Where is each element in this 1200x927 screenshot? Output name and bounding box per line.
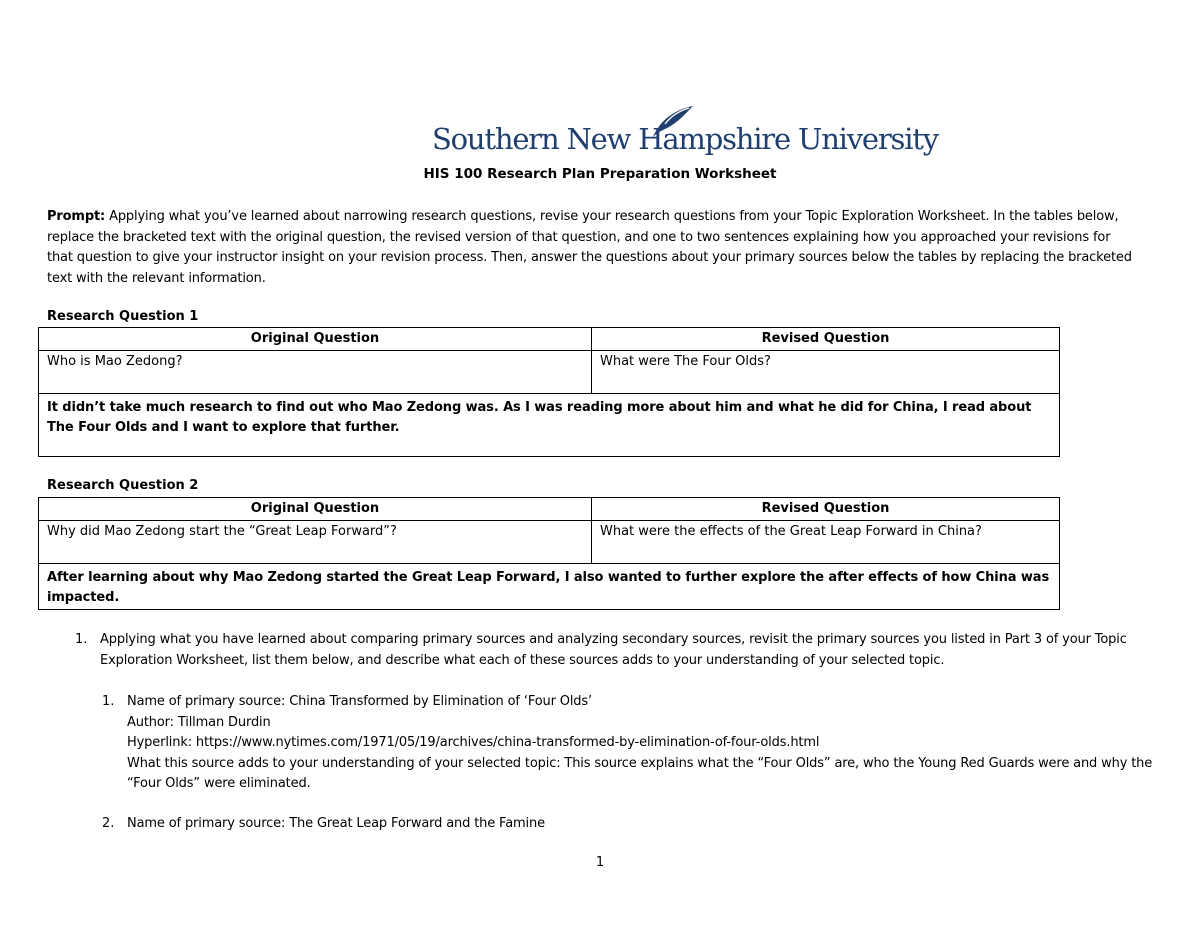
rq2-label: Research Question 2 [47,478,199,493]
rq2-explanation-row [39,564,1060,610]
rq1-original-cell[interactable]: Who is Mao Zedong? [39,351,592,394]
rq1-explanation-row [39,394,1060,457]
source-1-adds[interactable]: What this source adds to your understanding of your selected topic: This source explains what the “Four Olds” are, who the Young Red Guards were and why the “Four Olds” were eliminated. [127,755,1153,791]
rq2-header-row [39,498,1060,521]
rq1-revised-header: Revised Question [592,328,1060,351]
prompt-label: Prompt: [47,209,106,224]
rq2-question-row [39,521,1060,564]
worksheet-title: HIS 100 Research Plan Preparation Worksheet [423,166,777,182]
source-2-name[interactable]: Name of primary source: The Great Leap Forward and the Famine [127,816,545,831]
source-1 [127,692,1162,795]
rq1-original-header: Original Question [39,328,592,351]
rq2-explanation-cell[interactable]: After learning about why Mao Zedong started the Great Leap Forward, I also wanted to further explore the after effects of how China was impacted. [39,564,1060,610]
source-1-author[interactable]: Author: Tillman Durdin [127,714,271,730]
prompt-text: Applying what you’ve learned about narrowing research questions, revise your research questions from your Topic Exploration Worksheet. In the tables below, replace the bracketed text with the original question, the revised version of that question, and one to two sentences explaining how you approached your revisions for that question to give your instructor insight on your revision process. Then, answer the questions about your primary sources below the tables by replacing the bracketed text with the relevant information. [47,209,1132,286]
source-1-number: 1. [102,694,115,709]
question-text: Applying what you have learned about comparing primary sources and analyzing secondary sources, revisit the primary sources you listed in Part 3 of your Topic Exploration Worksheet, list them below, and describe what each of these sources adds to your understanding of your selected topic. [100,632,1127,668]
snhu-logo [432,104,938,164]
rq2-revised-header: Revised Question [592,498,1060,521]
rq2-original-cell[interactable]: Why did Mao Zedong start the “Great Leap Forward”? [39,521,592,564]
prompt-paragraph [47,207,1137,289]
source-2 [127,814,1162,835]
rq1-table [38,327,1060,457]
rq1-explanation-cell[interactable]: It didn’t take much research to find out who Mao Zedong was. As I was reading more about him and what he did for China, I read about The Four Olds and I want to explore that further. [39,394,1060,457]
rq1-revised-cell[interactable]: What were The Four Olds? [592,351,1060,394]
rq1-question-row [39,351,1060,394]
page-number: 1 [595,855,605,870]
source-1-hyperlink[interactable]: Hyperlink: https://www.nytimes.com/1971/05/19/archives/china-transformed-by-elimination-of-four-olds.html [127,735,820,750]
source-2-number: 2. [102,816,115,831]
rq1-header-row [39,328,1060,351]
rq2-revised-cell[interactable]: What were the effects of the Great Leap Forward in China? [592,521,1060,564]
rq2-original-header: Original Question [39,498,592,521]
rq2-table [38,497,1060,610]
logo-wordmark: Southern New Hampshire University [432,122,938,156]
rq1-label: Research Question 1 [47,309,199,324]
question-number: 1. [75,632,88,647]
source-1-name[interactable]: Name of primary source: China Transformed by Elimination of ‘Four Olds’ [127,694,593,709]
